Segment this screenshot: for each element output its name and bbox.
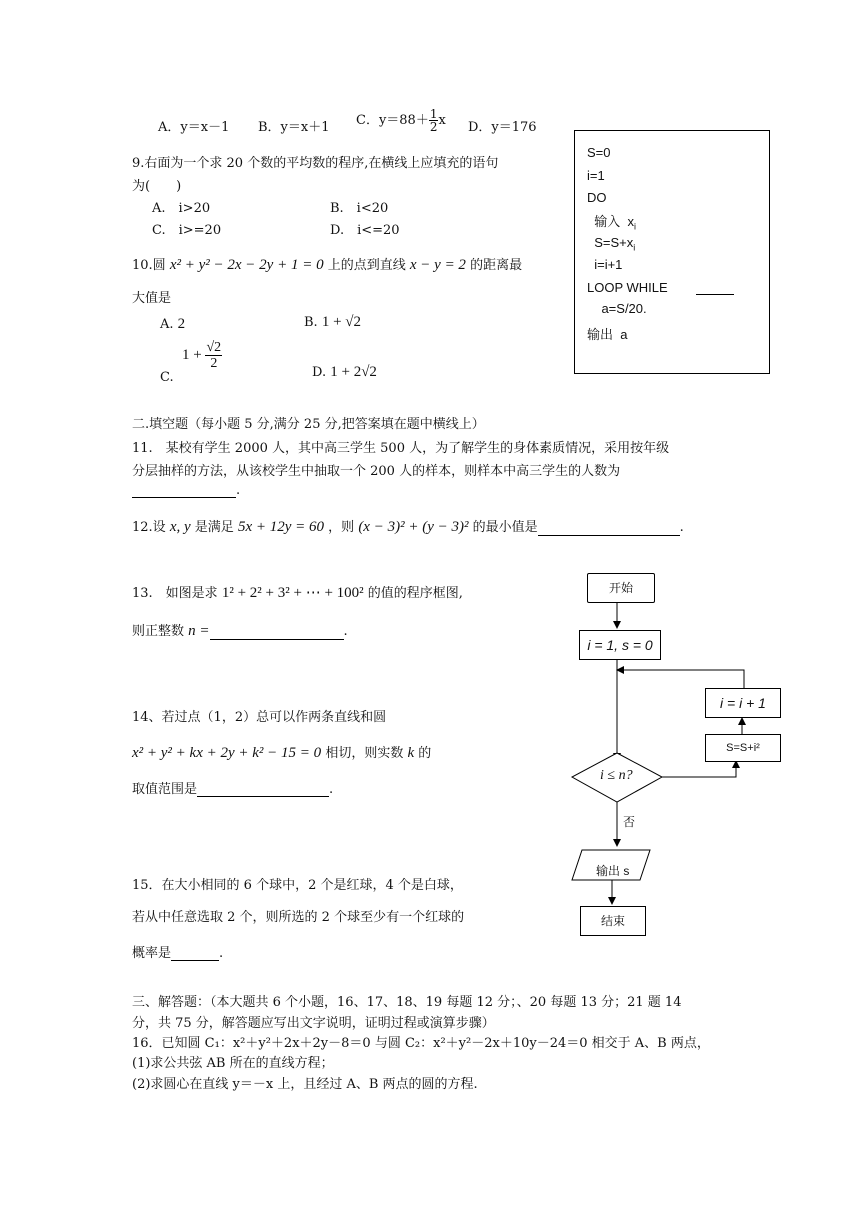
q10-line-equation: x − y = 2: [409, 257, 466, 273]
q10-mid: 上的点到直线: [327, 258, 406, 273]
q12-line: [132, 516, 684, 536]
q10-line-2: 大值是: [132, 291, 172, 306]
q13-line-2-prefix: 则正整数: [132, 624, 185, 639]
program-line-4-subscript: i: [633, 221, 636, 232]
q10-option-c-label: C.: [160, 370, 174, 385]
q13-end: .: [343, 624, 348, 639]
q10-option-d: [312, 364, 377, 381]
q10-option-c-denominator: 2: [210, 356, 218, 371]
q13-suffix: 的值的程序框图,: [367, 586, 463, 601]
q12-prefix: 12.设: [132, 520, 166, 535]
q10-option-d-value: 1 + 2√2: [330, 364, 377, 380]
q9-option-a: A. i>20: [152, 201, 211, 216]
q12-answer-blank: [538, 521, 680, 536]
q13-line-2: [132, 620, 348, 640]
q8-option-c-numerator: 1: [429, 107, 438, 121]
q8-option-c: [356, 108, 446, 133]
flowchart-start: 开始: [587, 573, 655, 603]
q12-expression: (x − 3)² + (y − 3)²: [358, 519, 469, 535]
q10-line-1: [132, 254, 522, 274]
q10-prefix: 10.圆: [132, 258, 166, 273]
section-3-line-1: 三、解答题：（本大题共 6 个小题，16、17、18、19 每题 12 分；、20 每题 13 分；21 题 14: [132, 995, 682, 1010]
program-box: [574, 130, 770, 374]
program-line-5-text: S=S+x: [587, 235, 634, 250]
program-line-4: [587, 211, 636, 232]
q16-line-1: 16．已知圆 C₁：x²＋y²＋2x＋2y－8＝0 与圆 C₂：x²＋y²－2x＋10y－24＝0 相交于 A、B 两点，: [132, 1036, 710, 1051]
q10-option-c-numerator: √2: [206, 340, 222, 355]
q14-line-2: [132, 742, 431, 762]
flowchart-condition: i ≤ n?: [600, 768, 633, 783]
program-line-1: S=0: [587, 145, 611, 160]
q11-end: .: [236, 483, 241, 498]
q12-suffix: 的最小值是: [472, 520, 538, 535]
q15-line-3-prefix: 概率是: [132, 946, 172, 961]
flowchart-no-label: 否: [623, 815, 636, 829]
q8-option-d: D．y＝176: [468, 120, 537, 135]
q16-part-1: (1)求公共弦 AB 所在的直线方程；: [132, 1056, 334, 1071]
q11-line-1: 11. 某校有学生 2000 人，其中高三学生 500 人，为了解学生的身体素质情况，采用按年级: [132, 441, 670, 456]
q14-variable: k: [407, 745, 415, 761]
program-line-9: 输出 a: [587, 327, 628, 342]
q14-line-1: 14、若过点（1，2）总可以作两条直线和圆: [132, 710, 387, 725]
q8-option-c-suffix: x: [438, 113, 446, 128]
q8-option-b: B．y＝x＋1: [258, 120, 330, 135]
q12-equation: 5x + 12y = 60: [237, 519, 325, 535]
q14-suffix: 的: [418, 746, 432, 761]
q15-end: .: [219, 946, 224, 961]
program-line-2: i=1: [587, 168, 605, 183]
q11-line-2: 分层抽样的方法，从该校学生中抽取一个 200 人的样本，则样本中高三学生的人数为: [132, 464, 621, 479]
q8-option-c-denominator: 2: [429, 120, 438, 134]
program-line-7-text: LOOP WHILE: [587, 280, 668, 295]
q12-mid-2: ，则: [328, 520, 355, 535]
q14-equation: x² + y² + kx + 2y + k² − 15 = 0: [132, 745, 322, 761]
q14-answer-blank: [197, 782, 329, 797]
program-line-7: [587, 280, 734, 295]
q10-option-b-value: 1 + √2: [321, 314, 362, 330]
q10-option-a: [160, 316, 185, 333]
q13-answer-blank: [210, 625, 344, 640]
q14-line-3-prefix: 取值范围是: [132, 782, 198, 797]
program-line-5: [587, 235, 635, 253]
q9-option-b: B. i<20: [330, 201, 389, 216]
flowchart-init: i = 1, s = 0: [579, 630, 661, 660]
section-2-heading: 二.填空题（每小题 5 分,满分 25 分,把答案填在题中横线上）: [132, 417, 485, 432]
program-line-4-text: 输入 x: [587, 214, 634, 229]
q10-circle-equation: x² + y² − 2x − 2y + 1 = 0: [169, 257, 324, 273]
q13-variable: n =: [188, 623, 210, 639]
q14-mid: 相切，则实数: [325, 746, 404, 761]
q10-option-b: [304, 314, 361, 331]
q14-end: .: [329, 782, 334, 797]
q15-line-1: 15．在大小相同的 6 个球中，2 个是红球，4 个是白球，: [132, 878, 463, 893]
q13-prefix: 13. 如图是求: [132, 586, 218, 601]
q9-line-2: 为( ): [132, 179, 182, 194]
program-line-6: i=i+1: [587, 257, 623, 272]
q9-option-c: C. i>=20: [152, 223, 222, 238]
section-3-line-2: 分，共 75 分，解答题应写出文字说明，证明过程或演算步骤）: [132, 1016, 495, 1031]
q10-option-a-label: A.: [160, 317, 174, 332]
flowchart-output: 输出 s: [596, 864, 630, 878]
q15-answer-blank: [171, 946, 219, 961]
q14-line-3: [132, 778, 333, 797]
q15-line-3: [132, 942, 223, 961]
q10-option-a-value: 2: [177, 316, 186, 332]
q9-option-d: D. i<=20: [330, 223, 400, 238]
q8-option-a: A．y＝x－1: [158, 120, 230, 135]
q11-answer-blank: [132, 483, 236, 498]
q13-line-1: [132, 582, 463, 602]
q10-option-c-expression: [182, 340, 222, 371]
q10-option-c-fraction: [205, 340, 222, 371]
q13-expression: 1² + 2² + 3² + ⋯ + 100²: [221, 585, 364, 601]
q10-option-c-integer: 1 +: [182, 346, 202, 363]
flowchart-update: i = i + 1: [705, 688, 781, 718]
q10-option-d-label: D.: [312, 365, 327, 380]
program-line-5-subscript: i: [633, 242, 636, 253]
q16-part-2: (2)求圆心在直线 y＝－x 上，且经过 A、B 两点的圆的方程.: [132, 1077, 478, 1092]
q8-option-c-prefix: C．y＝88＋: [356, 113, 429, 128]
q10-option-b-label: B.: [304, 315, 318, 330]
program-blank: [696, 294, 734, 295]
flowchart-end: 结束: [580, 906, 646, 936]
q12-variables: x, y: [169, 519, 191, 535]
q10-suffix: 的距离最: [470, 258, 523, 273]
q12-end: .: [679, 520, 684, 535]
program-line-8: a=S/20.: [587, 301, 647, 316]
q12-mid-1: 是满足: [194, 520, 234, 535]
q15-line-2: 若从中任意选取 2 个，则所选的 2 个球至少有一个红球的: [132, 910, 465, 925]
q9-line-1: 9.右面为一个求 20 个数的平均数的程序,在横线上应填充的语句: [132, 156, 499, 171]
flowchart-accumulate: S=S+i²: [705, 734, 781, 762]
q11-line-3: [132, 483, 240, 498]
program-line-3: DO: [587, 190, 607, 205]
